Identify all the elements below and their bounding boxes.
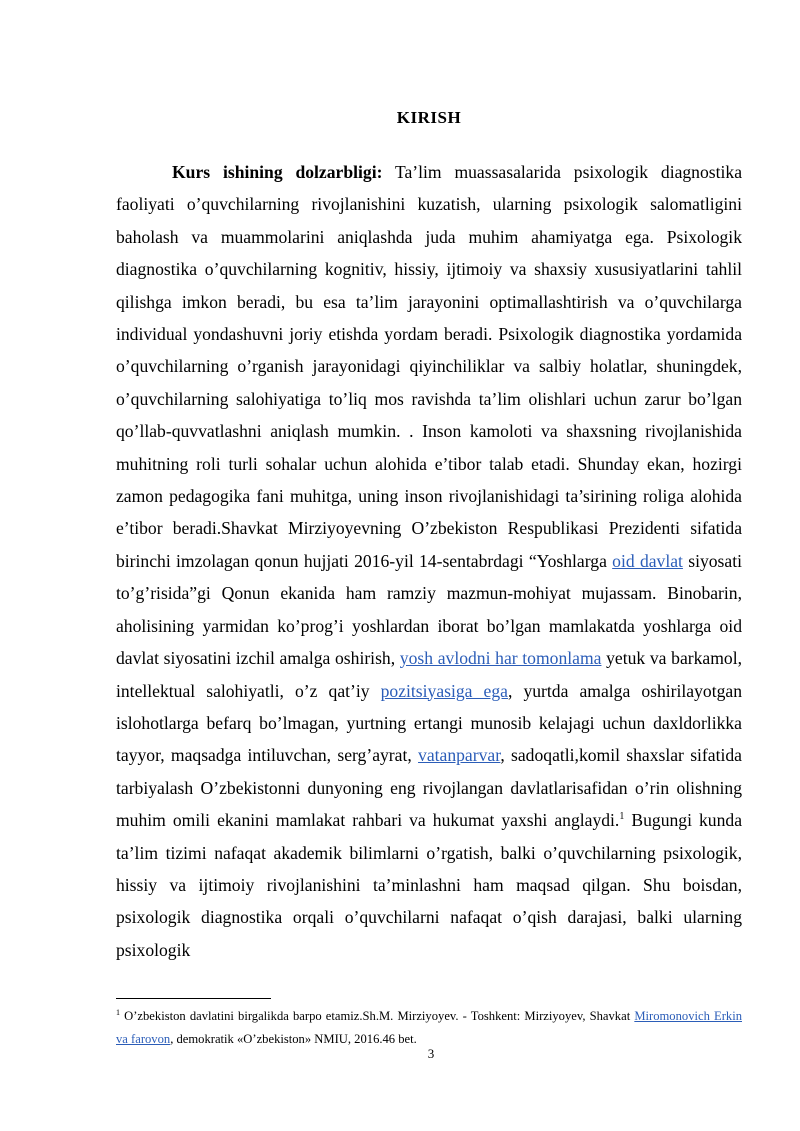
body-paragraph: [116, 156, 742, 966]
body-text: yetuk va barkamol, intellektual salohiyatli, o’z qat’iy: [116, 648, 743, 701]
body-text: , sadoqatli,komil shaxslar sifatida tarbiyalash O’zbekistonni dunyoning eng rivojlangan davlatlarisafidan o’rin olishning muhim omili ekanini mamlakat rahbari va hukumat yaxshi anglaydi.: [116, 745, 742, 831]
page-number: 3: [427, 1046, 435, 1061]
body-text: Bugungi kunda ta’lim tizimi nafaqat akademik bilimlarni o’rgatish, balki o’quvchilarning psixologik, hissiy va ijtimoiy rivojlanishini ta’minlashni ham maqsad qilgan. Shu boisdan, psixologik diagnostika orqali o’quvchilarni nafaqat o’qish darajasi, balki ularning psixologik: [116, 810, 742, 960]
lead-label: Kurs ishining dolzarbligi:: [172, 162, 383, 182]
link-yosh-avlodni[interactable]: yosh avlodni har tomonlama: [399, 648, 602, 669]
footnote-ref[interactable]: 1: [619, 811, 625, 823]
page-title: KIRISH: [396, 108, 462, 127]
link-pozitsiyasiga-ega[interactable]: pozitsiyasiga ega: [380, 680, 508, 701]
footnote-number: 1: [116, 1007, 120, 1017]
footnote-text: , demokratik «O’zbekiston» NMIU, 2016.46 bet.: [170, 1032, 417, 1046]
link-oid-davlat[interactable]: oid davlat: [612, 550, 683, 571]
body-text: , yurtda amalga oshirilayotgan islohotlarga befarq bo’lmagan, yurtning ertangi munosib kelajagi uchun daxldorlikka tayyor, maqsadga intiluvchan, serg’ayrat,: [116, 680, 742, 766]
footnote: [116, 1005, 742, 1051]
footnote-text: O’zbekiston davlatini birgalikda barpo etamiz.Sh.M. Mirziyoyev. - Toshkent: Mirziyoyev, Shavkat: [120, 1009, 635, 1023]
body-text: Ta’lim muassasalarida psixologik diagnostika faoliyati o’quvchilarning rivojlanishini kuzatish, ularning psixologik salomatligini baholash va muammolarini aniqlashda juda muhim ahamiyatga ega. Psixologik diagnostika o’quvchilarning kognitiv, hissiy, ijtimoiy va shaxsiy xususiyatlarini tahlil qilishga imkon beradi, bu esa ta’lim jarayonini optimallashtirish va o’quvchilarga individual yondashuvni joriy etishda yordam beradi. Psixologik diagnostika yordamida o’quvchilarning o’rganish jarayonidagi qiyinchiliklar va salbiy holatlar, shuningdek, o’quvchilarning salohiyatiga to’liq mos ravishda ta’lim olishlari uchun zarur bo’lgan qo’llab-quvvatlashni aniqlash mumkin. . Inson kamoloti va shaxsning rivojlanishida muhitning roli turli sohalar uchun alohida e’tibor talab etadi. Shunday ekan, hozirgi zamon pedagogika fani muhitga, uning inson rivojlanishidagi ta’sirining roliga alohida e’tibor beradi.Shavkat Mirziyoyevning O’zbekiston Respublikasi Prezidenti sifatida birinchi imzolagan qonun hujjati 2016-yil 14-sentabrdagi “Yoshlarga: [116, 162, 743, 571]
link-vatanparvar[interactable]: vatanparvar: [418, 745, 501, 766]
footnote-link[interactable]: Miromonovich Erkin va farovon: [116, 1009, 742, 1046]
footnote-divider: [116, 998, 271, 999]
body-text: siyosati to’g’risida”gi Qonun ekanida ham ramziy mazmun-mohiyat mujassam. Binobarin, aholisining yarmidan ko’prog’i yoshlardan iborat bo’lgan mamlakatda yoshlarga oid davlat siyosatini izchil amalga oshirish,: [116, 550, 742, 669]
